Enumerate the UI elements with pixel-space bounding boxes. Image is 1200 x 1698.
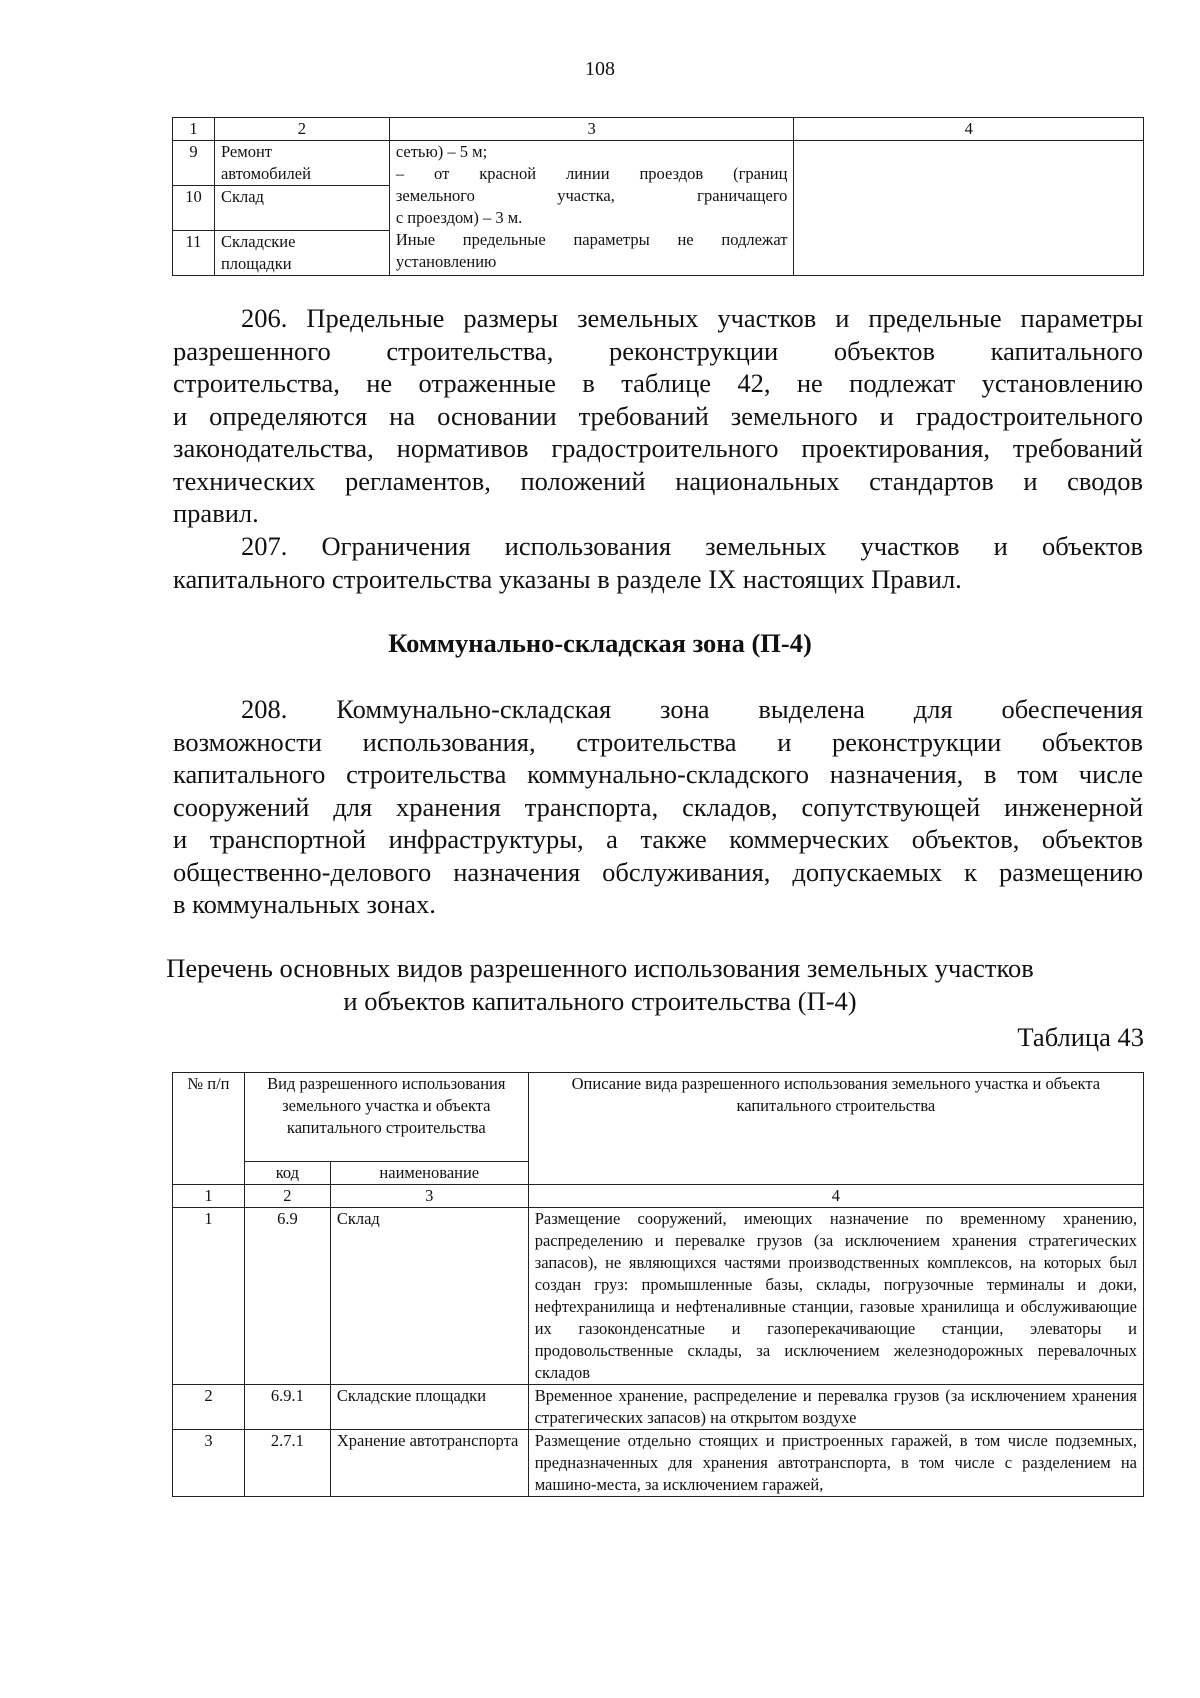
col-num-3: 3 bbox=[330, 1185, 528, 1208]
table-label: Таблица 43 bbox=[1017, 1022, 1144, 1052]
text-line: сооружений для хранения транспорта, складов, сопутствующей инженерной bbox=[173, 791, 1143, 822]
text-line: строительства, не отраженные в таблице 42, не подлежат установлению bbox=[173, 368, 1143, 398]
text-line: и определяются на основании требований земельного и градостроительного bbox=[173, 400, 1143, 431]
text-line: 207. Ограничения использования земельных участков и объектов bbox=[241, 531, 1143, 561]
header-type: Вид разрешенного использования земельного участка и объекта капитального строительства bbox=[244, 1073, 528, 1162]
row-name-line: автомобилей bbox=[220, 164, 311, 183]
row-code: 6.9.1 bbox=[244, 1385, 330, 1430]
params-cell bbox=[389, 141, 794, 276]
page-number: 108 bbox=[585, 58, 615, 80]
table-row bbox=[173, 141, 1144, 186]
row-description: Размещение сооружений, имеющих назначение по временному хранению, распределению и перевалке грузов (за исключением хранения стратегических запасов), не являющихся частями производственных комплексов, на которых был создан груз: промышленные базы, склады, погрузочные терминалы и доки, нефтехранилища и нефтеналивные станции, газовые хранилища и обслуживающие их газоконденсатные и газоперекачивающие станции, элеваторы и продовольственные склады, за исключением железнодорожных перевалочных складов bbox=[528, 1208, 1143, 1385]
params-line: сетью) – 5 м; bbox=[395, 142, 488, 161]
text-line: разрешенного строительства, реконструкции объектов капитального bbox=[173, 335, 1143, 366]
col-num-2: 2 bbox=[244, 1185, 330, 1208]
row-name bbox=[214, 186, 389, 231]
row-name: Хранение автотранспорта bbox=[330, 1430, 528, 1497]
text-line: капитального строительства указаны в разделе IX настоящих Правил. bbox=[173, 563, 962, 594]
permitted-use-table bbox=[172, 1072, 1144, 1497]
row-num: 3 bbox=[173, 1430, 245, 1497]
header-description: Описание вида разрешенного использования земельного участка и объекта капитального строительства bbox=[528, 1073, 1143, 1185]
header-num: № п/п bbox=[173, 1073, 245, 1185]
table-row bbox=[173, 1208, 1144, 1385]
col-num-3: 3 bbox=[389, 118, 794, 141]
row-num: 1 bbox=[173, 1208, 245, 1385]
paragraph-208 bbox=[173, 693, 1143, 921]
table-header-row bbox=[173, 1073, 1144, 1162]
row-description-text: Размещение отдельно стоящих и пристроенных гаражей, в том числе подземных, предназначенных для хранения автотранспорта, в том числе с разделением на машино-места, за исключением гаражей, bbox=[534, 1431, 1137, 1494]
col-num-1: 1 bbox=[173, 1185, 245, 1208]
text-line: общественно-делового назначения обслуживания, допускаемых к размещению bbox=[173, 856, 1143, 887]
row-description bbox=[528, 1430, 1143, 1497]
params-line: Иные предельные параметры не подлежат bbox=[395, 230, 788, 249]
paragraph-206 bbox=[173, 302, 1143, 530]
text-line: законодательства, нормативов градостроительного проектирования, требований bbox=[173, 433, 1143, 463]
row-num: 10 bbox=[173, 186, 215, 231]
paragraph-207 bbox=[173, 530, 1143, 595]
row-name-line: площадки bbox=[220, 254, 292, 273]
col-num-1: 1 bbox=[173, 118, 215, 141]
col-num-2: 2 bbox=[214, 118, 389, 141]
table-row bbox=[173, 1385, 1144, 1430]
text-line: в коммунальных зонах. bbox=[173, 889, 436, 919]
row-name-line: Складские bbox=[220, 232, 296, 251]
row-name-line: Склад bbox=[220, 187, 264, 206]
row-name bbox=[214, 141, 389, 186]
text-line: капитального строительства коммунально-складского назначения, в том числе bbox=[173, 759, 1143, 789]
params-line: земельного участка, граничащего bbox=[395, 186, 788, 205]
table-row bbox=[173, 1430, 1144, 1497]
row-code: 2.7.1 bbox=[244, 1430, 330, 1497]
col-num-4: 4 bbox=[528, 1185, 1143, 1208]
caption-line: и объектов капитального строительства (П-4) bbox=[343, 985, 857, 1016]
col-num-4: 4 bbox=[794, 118, 1144, 141]
row-name: Складские площадки bbox=[330, 1385, 528, 1430]
row-name bbox=[214, 231, 389, 276]
caption-line: Перечень основных видов разрешенного использования земельных участков bbox=[166, 953, 1034, 983]
table-colnum-row bbox=[173, 1185, 1144, 1208]
row-num: 9 bbox=[173, 141, 215, 186]
row-num: 2 bbox=[173, 1385, 245, 1430]
text-line: 206. Предельные размеры земельных участков и предельные параметры bbox=[241, 303, 1143, 333]
text-line: правил. bbox=[173, 498, 259, 528]
text-line: технических регламентов, положений национальных стандартов и сводов bbox=[173, 465, 1143, 496]
table-caption bbox=[0, 952, 1200, 1017]
header-name: наименование bbox=[330, 1162, 528, 1185]
row-num: 11 bbox=[173, 231, 215, 276]
row-code: 6.9 bbox=[244, 1208, 330, 1385]
table-header-row bbox=[173, 118, 1144, 141]
text-line: 208. Коммунально-складская зона выделена для обеспечения bbox=[241, 694, 1143, 724]
section-heading: Коммунально-складская зона (П-4) bbox=[388, 628, 812, 658]
params-line: установлению bbox=[395, 252, 497, 271]
empty-cell bbox=[794, 141, 1144, 276]
header-code: код bbox=[244, 1162, 330, 1185]
text-line: и транспортной инфраструктуры, а также коммерческих объектов, объектов bbox=[173, 824, 1143, 854]
row-name-line: Ремонт bbox=[220, 142, 272, 161]
continuation-table bbox=[172, 117, 1144, 276]
params-line: – от красной линии проездов (границ bbox=[395, 164, 788, 183]
row-description: Временное хранение, распределение и перевалка грузов (за исключением хранения стратегических запасов) на открытом воздухе bbox=[528, 1385, 1143, 1430]
params-line: с проездом) – 3 м. bbox=[395, 208, 523, 227]
row-name: Склад bbox=[330, 1208, 528, 1385]
text-line: возможности использования, строительства и реконструкции объектов bbox=[173, 726, 1143, 757]
